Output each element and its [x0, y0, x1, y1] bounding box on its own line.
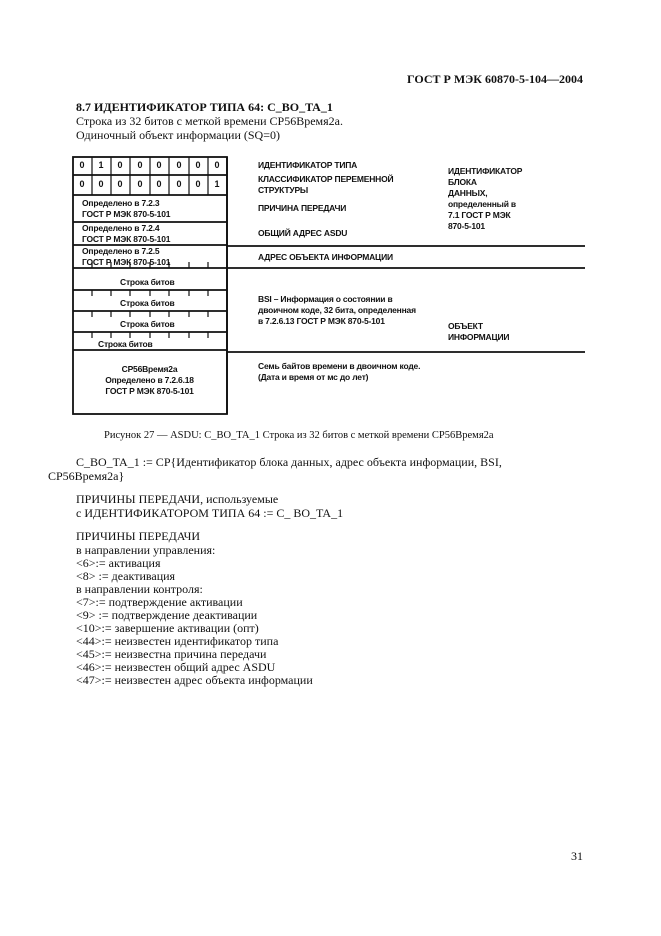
type-bit-5: 0: [137, 160, 143, 170]
section-title: 8.7 ИДЕНТИФИКАТОР ТИПА 64: C_BO_TA_1: [76, 100, 333, 114]
bsi-line-1: BSI – Информация о состоянии в: [258, 294, 393, 304]
asdu-ref-line-2: ГОСТ Р МЭК 870-5-101: [82, 234, 171, 244]
vsq-label-line-1: КЛАССИФИКАТОР ПЕРЕМЕННОЙ: [258, 174, 394, 184]
duid-line-3: ДАННЫХ,: [448, 188, 488, 198]
cot-line-5: <7>:= подтверждение активации: [76, 595, 243, 609]
vsq-bit-2: 0: [195, 179, 201, 189]
vsq-bit-3: 0: [176, 179, 182, 189]
duid-line-6: 870-5-101: [448, 221, 485, 231]
cot-line-3: <8> := деактивация: [76, 569, 176, 583]
cot-ref-line-1: Определено в 7.2.3: [82, 198, 160, 208]
section-line-1: Строка из 32 битов с меткой времени СР56Время2а.: [76, 114, 343, 128]
vsq-bit-8: 0: [79, 179, 85, 189]
formula-line-1: C_BO_TA_1 := CP{Идентификатор блока данных, адрес объекта информации, BSI,: [76, 455, 502, 469]
duid-line-4: определенный в: [448, 199, 516, 209]
vsq-label-line-2: СТРУКТУРЫ: [258, 185, 309, 195]
vsq-bit-1: 1: [214, 179, 220, 189]
section-line-2: Одиночный объект информации (SQ=0): [76, 128, 280, 142]
duid-line-5: 7.1 ГОСТ Р МЭК: [448, 210, 511, 220]
cot-line-4: в направлении контроля:: [76, 582, 203, 596]
page-number: 31: [571, 849, 583, 863]
time-label-2: Определено в 7.2.6.18: [105, 375, 194, 385]
bsi-line-2: двоичном коде, 32 бита, определенная: [258, 305, 416, 315]
type-id-label: ИДЕНТИФИКАТОР ТИПА: [258, 160, 358, 170]
time-desc-line-1: Семь байтов времени в двоичном коде.: [258, 361, 421, 371]
cot-line-7: <10>:= завершение активации (опт): [76, 621, 259, 635]
cot-used-line-2: с ИДЕНТИФИКАТОРОМ ТИПА 64 := C_ BO_TA_1: [76, 506, 344, 520]
cot-line-11: <47>:= неизвестен адрес объекта информации: [76, 673, 313, 687]
bsi-line-3: в 7.2.6.13 ГОСТ Р МЭК 870-5-101: [258, 316, 385, 326]
asdu-diagram: [72, 156, 585, 416]
type-bit-6: 0: [117, 160, 123, 170]
ioa-ref-line-1: Определено в 7.2.5: [82, 246, 160, 256]
ioa-ref-line-2: ГОСТ Р МЭК 870-5-101: [82, 257, 171, 267]
cot-line-1: в направлении управления:: [76, 543, 216, 557]
vsq-bit-6: 0: [117, 179, 123, 189]
vsq-bit-5: 0: [137, 179, 143, 189]
common-address-label: ОБЩИЙ АДРЕС ASDU: [258, 228, 348, 238]
cot-label: ПРИЧИНА ПЕРЕДАЧИ: [258, 203, 347, 213]
ioa-label: АДРЕС ОБЪЕКТА ИНФОРМАЦИИ: [258, 252, 393, 262]
formula-line-2: CP56Время2а}: [48, 469, 125, 483]
cot-section-title: ПРИЧИНЫ ПЕРЕДАЧИ: [76, 529, 201, 543]
cot-line-2: <6>:= активация: [76, 556, 161, 570]
bitstring-label-1: Строка битов: [120, 277, 175, 287]
time-label-1: СР56Время2а: [121, 364, 178, 374]
vsq-bit-7: 0: [98, 179, 104, 189]
asdu-ref-line-1: Определено в 7.2.4: [82, 223, 160, 233]
duid-line-2: БЛОКА: [448, 177, 477, 187]
standard-header: ГОСТ Р МЭК 60870-5-104—2004: [407, 72, 583, 86]
cot-ref-line-2: ГОСТ Р МЭК 870-5-101: [82, 209, 171, 219]
bitstring-label-3: Строка битов: [120, 319, 175, 329]
cot-used-line-1: ПРИЧИНЫ ПЕРЕДАЧИ, используемые: [76, 492, 279, 506]
info-object-line-2: ИНФОРМАЦИИ: [448, 332, 510, 342]
duid-line-1: ИДЕНТИФИКАТОР: [448, 166, 523, 176]
cot-line-9: <45>:= неизвестна причина передачи: [76, 647, 267, 661]
bitstring-label-4: Строка битов: [98, 339, 153, 349]
type-bit-2: 0: [195, 160, 201, 170]
time-label-3: ГОСТ Р МЭК 870-5-101: [105, 386, 194, 396]
info-object-line-1: ОБЪЕКТ: [448, 321, 483, 331]
cot-line-10: <46>:= неизвестен общий адрес ASDU: [76, 660, 276, 674]
figure-caption: Рисунок 27 — ASDU: C_BO_TA_1 Строка из 32 битов с меткой времени СР56Время2а: [104, 430, 494, 441]
type-bit-3: 0: [176, 160, 182, 170]
cot-line-6: <9> := подтверждение деактивации: [76, 608, 258, 622]
type-bit-7: 1: [98, 160, 104, 170]
type-bit-4: 0: [156, 160, 162, 170]
type-bit-1: 0: [214, 160, 220, 170]
vsq-bit-4: 0: [156, 179, 162, 189]
cot-line-8: <44>:= неизвестен идентификатор типа: [76, 634, 279, 648]
time-desc-line-2: (Дата и время от мс до лет): [258, 372, 369, 382]
bitstring-label-2: Строка битов: [120, 298, 175, 308]
type-bit-8: 0: [79, 160, 85, 170]
